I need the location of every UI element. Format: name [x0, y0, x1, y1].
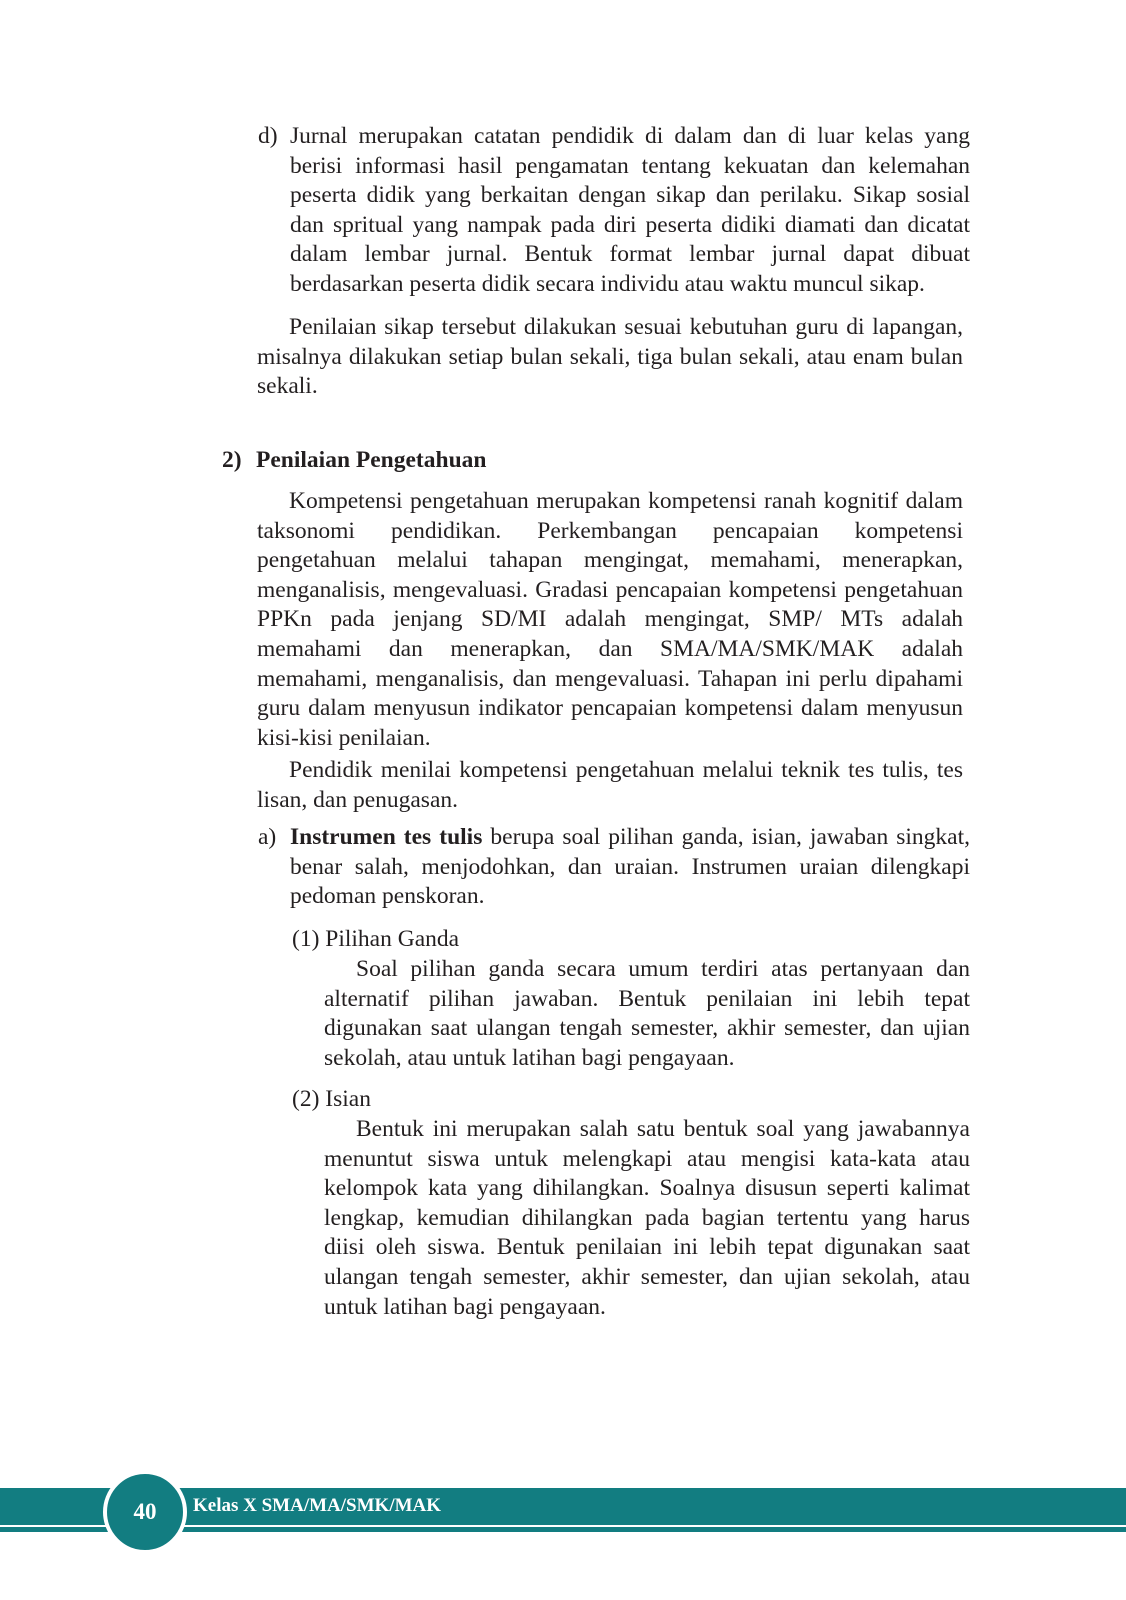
page-number-badge	[103, 1470, 187, 1554]
list-item-a	[258, 823, 970, 912]
bold-term: Instrumen tes tulis	[290, 824, 483, 850]
page-number: 40	[133, 1499, 157, 1525]
paragraph: Kompetensi pengetahuan merupakan kompetensi ranah kognitif dalam taksonomi pendidikan. Perkembangan pencapaian kompetensi pengetahuan melalui tahapan mengingat, memahami, menerapkan, menganalisis, mengevaluasi. Gradasi pencapaian kompetensi pengetahuan PPKn pada jenjang SD/MI adalah mengingat, SMP/ MTs adalah memahami dan menerapkan, dan SMA/MA/SMK/MAK adalah memahami, menganalisis, dan mengevaluasi. Tahapan ini perlu dipahami guru dalam menyusun indikator pencapaian kompetensi dalam menyusun kisi-kisi penilaian.	[257, 488, 963, 751]
list-item-text	[290, 823, 970, 912]
section-title: Penilaian Pengetahuan	[256, 447, 487, 473]
subsection-text: Soal pilihan ganda secara umum terdiri atas pertanyaan dan alternatif pilihan jawaban. Bentuk penilaian ini lebih tepat digunakan saat ulangan tengah semester, akhir semester, dan ujian sekolah, atau untuk latihan bagi pengayaan.	[324, 956, 970, 1071]
list-marker: a)	[258, 824, 277, 850]
subsection-text: Bentuk ini merupakan salah satu bentuk soal yang jawabannya menuntut siswa untuk melengkapi atau mengisi kata-kata atau kelompok kata yang dihilangkan. Soalnya disusun seperti kalimat lengkap, kemudian dihilangkan pada bagian tertentu yang harus diisi oleh siswa. Bentuk penilaian ini lebih tepat digunakan saat ulangan tengah semester, akhir semester, dan ujian sekolah, atau untuk latihan bagi pengayaan.	[324, 1116, 970, 1320]
list-marker: d)	[258, 123, 278, 149]
footer-book-label: Kelas X SMA/MA/SMK/MAK	[193, 1495, 442, 1516]
section-number: 2)	[222, 447, 242, 473]
paragraph: Pendidik menilai kompetensi pengetahuan melalui teknik tes tulis, tes lisan, dan penugasan.	[257, 757, 963, 813]
paragraph: Penilaian sikap tersebut dilakukan sesuai kebutuhan guru di lapangan, misalnya dilakukan setiap bulan sekali, tiga bulan sekali, atau enam bulan sekali.	[257, 314, 963, 400]
section-heading	[222, 446, 982, 476]
subsection-title: (1) Pilihan Ganda	[292, 926, 460, 952]
list-item-text: Jurnal merupakan catatan pendidik di dalam dan di luar kelas yang berisi informasi hasil pengamatan tentang kekuatan dan kelemahan peserta didik yang berkaitan dengan sikap dan perilaku. Sikap sosial dan spritual yang nampak pada diri peserta didiki diamati dan dicatat dalam lembar jurnal. Bentuk format lembar jurnal dapat dibuat berdasarkan peserta didik secara individu atau waktu muncul sikap.	[290, 123, 970, 297]
subsection-title: (2) Isian	[292, 1086, 371, 1112]
list-item-d	[258, 122, 970, 300]
list-item-rest: berupa soal pilihan ganda, isian, jawaban singkat, benar salah, menjodohkan, dan uraian. Instrumen uraian dilengkapi pedoman penskoran.	[290, 824, 971, 910]
